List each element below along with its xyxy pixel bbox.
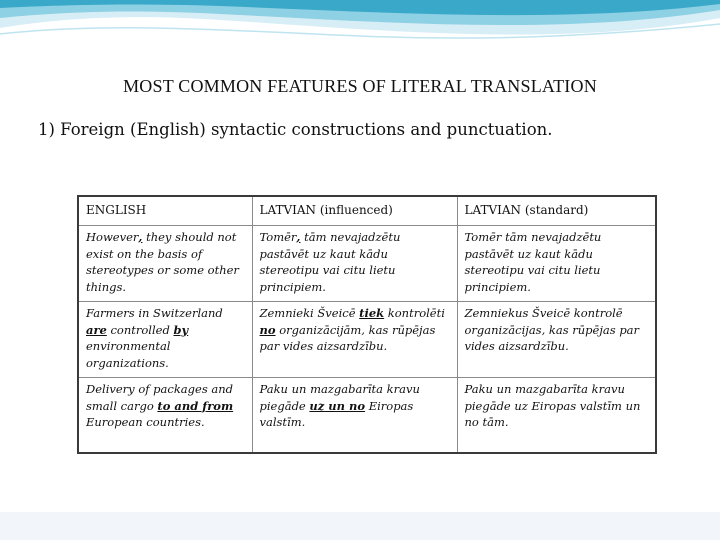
- table-row: [78, 225, 656, 301]
- cell-text: tām nevajadzētu pastāvēt uz kaut kādu stereotipu vai citu lietu principiem.: [259, 229, 401, 295]
- cell-text: Zemnieki Šveicē: [259, 305, 360, 320]
- table-row: [78, 301, 656, 377]
- cell-latvian-influenced: [252, 377, 457, 453]
- cell-text: Farmers in Switzerland: [86, 305, 223, 320]
- decorative-wave-header: [0, 0, 720, 70]
- header-english: ENGLISH: [78, 196, 252, 225]
- table-header-row: [78, 196, 656, 225]
- comparison-table: [77, 195, 657, 454]
- highlighted-phrase: ,: [296, 229, 301, 244]
- highlighted-phrase: no: [259, 322, 276, 337]
- slide-subtitle: [38, 120, 553, 139]
- bottom-band: [0, 512, 720, 540]
- highlighted-phrase: uz un no: [309, 398, 366, 413]
- highlighted-phrase: tiek: [359, 305, 385, 320]
- highlighted-phrase: by: [173, 322, 189, 337]
- cell-text: they should not exist on the basis of stereotypes or some other things.: [86, 229, 239, 295]
- slide-title: MOST COMMON FEATURES OF LITERAL TRANSLATION: [123, 76, 597, 96]
- cell-latvian-influenced: [252, 301, 457, 377]
- cell-text: European countries.: [86, 415, 205, 430]
- cell-text: Paku un mazgabarīta kravu piegāde: [259, 381, 420, 413]
- cell-text: controlled: [106, 322, 174, 337]
- cell-text: organizācijām, kas rūpējas par vides aizsardzību.: [259, 322, 436, 354]
- cell-latvian-influenced: [252, 225, 457, 301]
- cell-english: [78, 301, 252, 377]
- cell-latvian-standard: [457, 225, 656, 301]
- subtitle-text: 1) Foreign (English) syntactic constructions and punctuation.: [38, 120, 553, 139]
- cell-text: However: [86, 229, 139, 244]
- highlighted-phrase: to and from: [157, 398, 234, 413]
- header-latvian-influenced: LATVIAN (influenced): [252, 196, 457, 225]
- cell-text: Tomēr: [259, 229, 297, 244]
- header-latvian-standard: LATVIAN (standard): [457, 196, 656, 225]
- cell-latvian-standard: [457, 301, 656, 377]
- highlighted-phrase: are: [86, 322, 107, 337]
- cell-text: environmental organizations.: [86, 339, 171, 371]
- cell-text: Tomēr tām nevajadzētu pastāvēt uz kaut kādu stereotipu vai citu lietu principiem.: [464, 229, 602, 295]
- cell-latvian-standard: [457, 377, 656, 453]
- cell-text: kontrolēti: [384, 305, 445, 320]
- cell-english: [78, 225, 252, 301]
- cell-text: Eiropas valstīm.: [259, 398, 414, 430]
- cell-text: Zemniekus Šveicē kontrolē organizācijas, kas rūpējas par vides aizsardzību.: [464, 305, 640, 354]
- cell-text: Paku un mazgabarīta kravu piegāde uz Eiropas valstīm un no tām.: [464, 381, 641, 430]
- highlighted-phrase: ,: [138, 229, 143, 244]
- cell-text: Delivery of packages and small cargo: [86, 381, 234, 413]
- cell-english: [78, 377, 252, 453]
- table-row: [78, 377, 656, 453]
